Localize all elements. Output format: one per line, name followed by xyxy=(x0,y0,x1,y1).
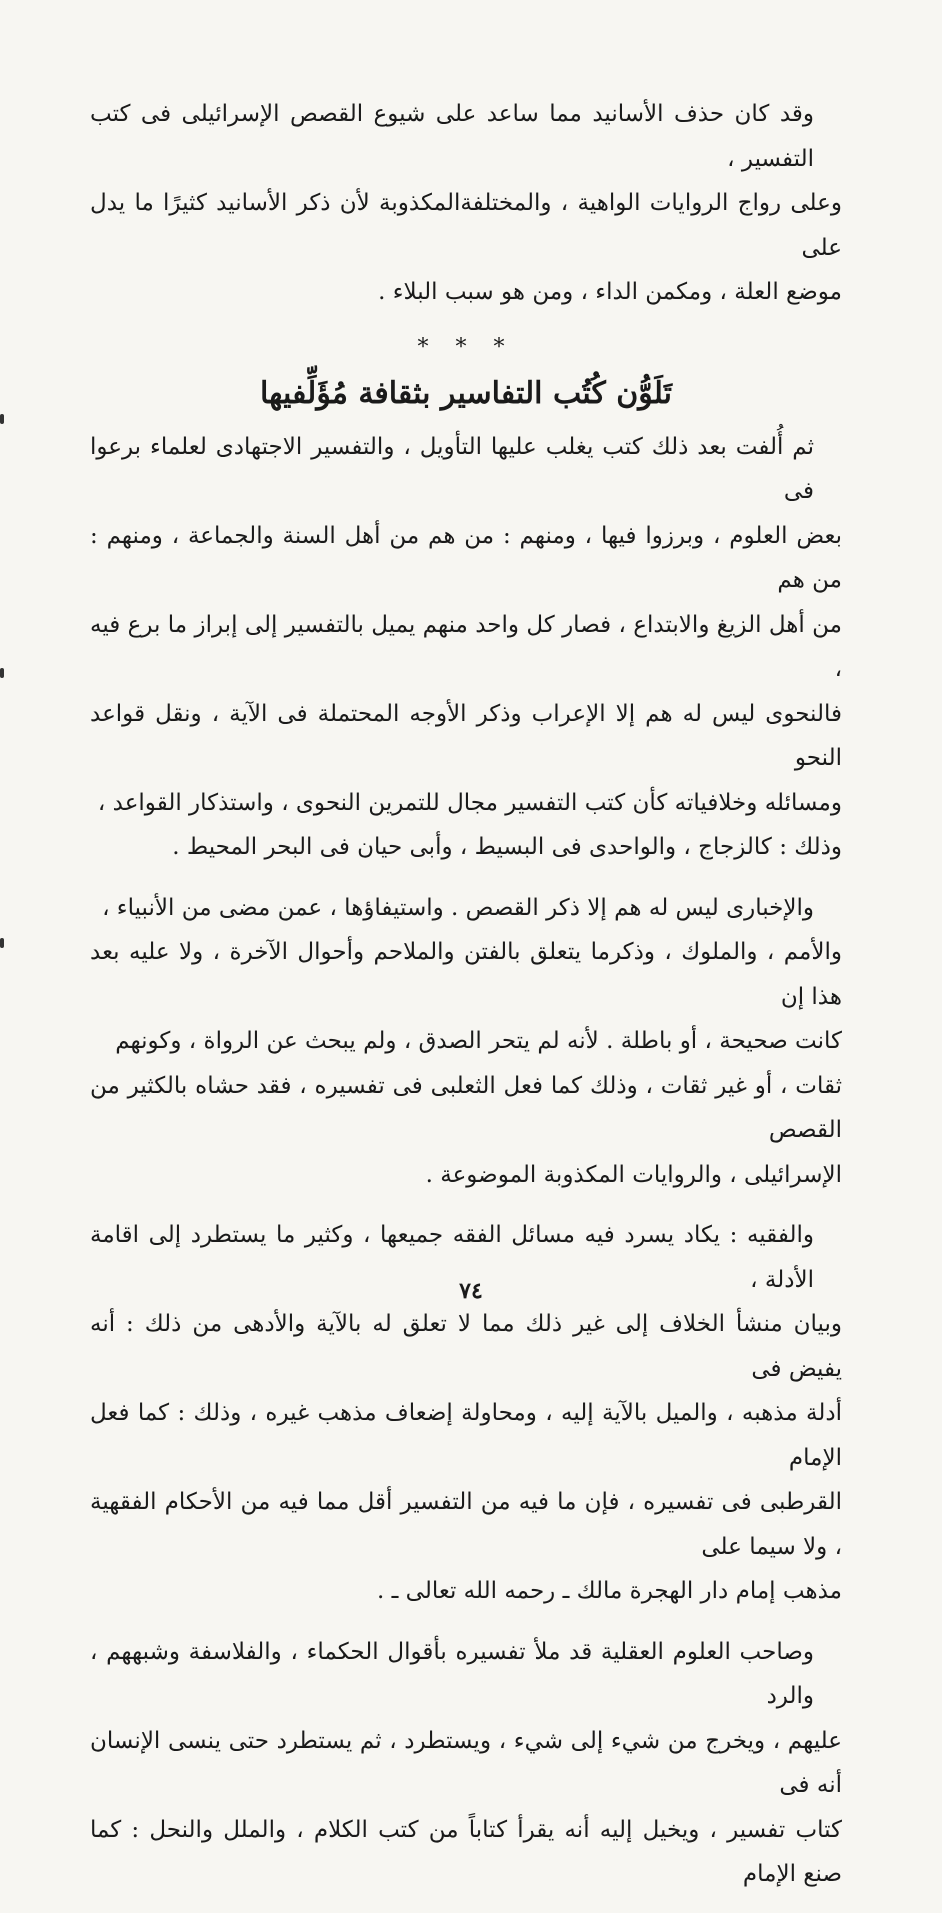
text-line: موضع العلة ، ومكمن الداء ، ومن هو سبب البلاء . xyxy=(378,279,842,305)
intro-paragraph xyxy=(90,92,842,315)
text-line: أدلة مذهبه ، والميل بالآية إليه ، ومحاولة إضعاف مذهب غيره ، وذلك : كما فعل الإمام xyxy=(90,1400,842,1471)
margin-mark xyxy=(0,414,4,424)
text-line: الإسرائيلى ، والروايات المكذوبة الموضوعة . xyxy=(425,1161,842,1188)
margin-mark xyxy=(0,668,4,678)
paragraph-historian xyxy=(90,886,842,1198)
text-line: كتاب تفسير ، ويخيل إليه أنه يقرأ كتاباً من كتب الكلام ، والملل والنحل : كما صنع الإمام xyxy=(90,1816,842,1887)
text-line: مذهب إمام دار الهجرة مالك ـ رحمه الله تعالى ـ . xyxy=(377,1578,842,1604)
text-line: وعلى رواج الروايات الواهية ، والمختلفةالمكذوبة لأن ذكر الأسانيد كثيرًا ما يدل على xyxy=(90,190,842,261)
section-separator: * * * xyxy=(417,334,515,360)
text-line: بعض العلوم ، وبرزوا فيها ، ومنهم : من هم من أهل السنة والجماعة ، ومنهم : من هم xyxy=(90,522,842,593)
paragraph-grammarian xyxy=(90,425,842,870)
text-line: من أهل الزيغ والابتداع ، فصار كل واحد منهم يميل بالتفسير إلى إبراز ما برع فيه ، xyxy=(90,611,842,682)
text-line: والإخبارى ليس له هم إلا ذكر القصص . واستيفاؤها ، عمن مضى من الأنبياء ، xyxy=(102,894,814,921)
paragraph-rationalist xyxy=(90,1630,842,1897)
text-line: ثقات ، أو غير ثقات ، وذلك كما فعل الثعلبى فى تفسيره ، فقد حشاه بالكثير من القصص xyxy=(90,1072,842,1143)
text-line: وذلك : كالزجاج ، والواحدى فى البسيط ، وأبى حيان فى البحر المحيط . xyxy=(172,834,842,860)
text-line: القرطبى فى تفسيره ، فإن ما فيه من التفسير أقل مما فيه من الأحكام الفقهية ، ولا سيما على xyxy=(90,1489,842,1560)
text-line: وصاحب العلوم العقلية قد ملأ تفسيره بأقوال الحكماء ، والفلاسفة وشبههم ، والرد xyxy=(90,1638,814,1709)
margin-mark xyxy=(0,938,4,948)
page-body xyxy=(90,92,842,1913)
text-line: ومسائله وخلافياته كأن كتب التفسير مجال للتمرين النحوى ، واستذكار القواعد ، xyxy=(97,789,842,816)
text-line: والأمم ، والملوك ، وذكرما يتعلق بالفتن والملاحم وأحوال الآخرة ، ولا عليه بعد هذا إن xyxy=(90,939,842,1010)
text-line: وبيان منشأ الخلاف إلى غير ذلك مما لا تعلق له بالآية والأدهى من ذلك : أنه يفيض فى xyxy=(90,1311,842,1382)
text-line: عليهم ، ويخرج من شيء إلى شيء ، ويستطرد ، ثم يستطرد حتى ينسى الإنسان أنه فى xyxy=(90,1727,842,1798)
text-line: فالنحوى ليس له هم إلا الإعراب وذكر الأوجه المحتملة فى الآية ، ونقل قواعد النحو xyxy=(90,700,842,771)
text-line: كانت صحيحة ، أو باطلة . لأنه لم يتحر الصدق ، ولم يبحث عن الرواة ، وكونهم xyxy=(115,1028,842,1054)
text-line: وقد كان حذف الأسانيد مما ساعد على شيوع القصص الإسرائيلى فى كتب التفسير ، xyxy=(90,101,814,172)
section-heading: تَلَوُّن كُتُب التفاسير بثقافة مُؤَلِّفيها xyxy=(259,375,673,411)
page-number: ٧٤ xyxy=(459,1278,483,1304)
paragraph-jurist xyxy=(90,1213,842,1614)
text-line: والفقيه : يكاد يسرد فيه مسائل الفقه جميعها ، وكثير ما يستطرد إلى اقامة الأدلة ، xyxy=(90,1222,814,1293)
text-line: ثم أُلفت بعد ذلك كتب يغلب عليها التأويل ، والتفسير الاجتهادى لعلماء برعوا فى xyxy=(90,433,814,504)
